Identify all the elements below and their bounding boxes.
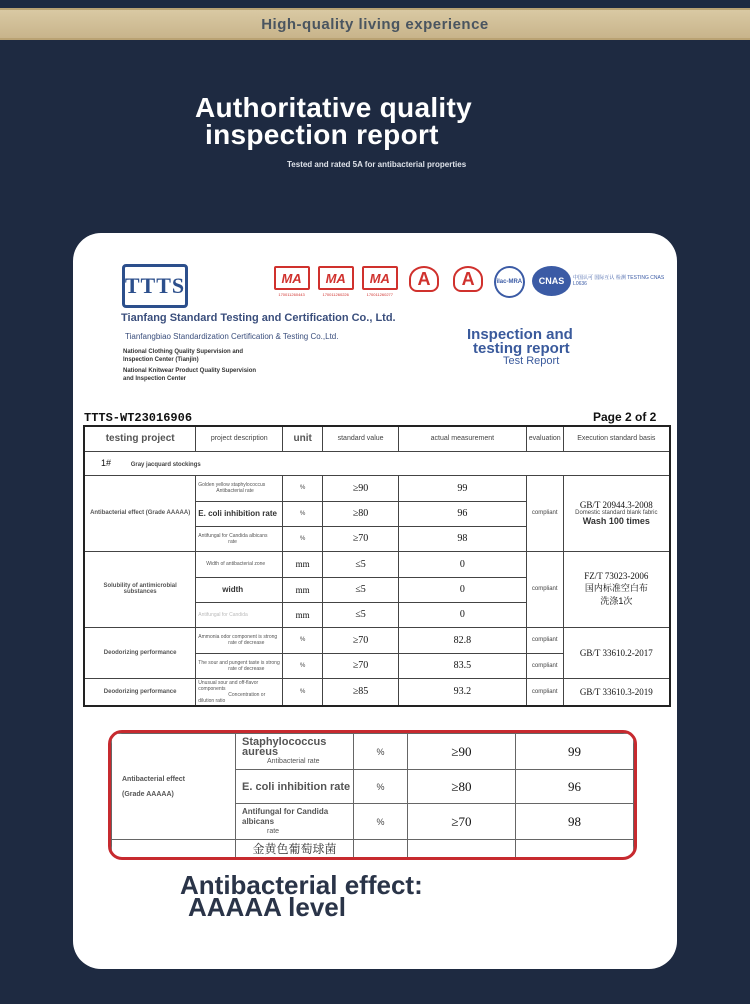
hero-title (195, 94, 472, 148)
cma-mark: MA 170011260226 (317, 266, 354, 297)
row-desc: Ammonia odor component is strong rate of decrease (196, 627, 283, 653)
row-unit: % (283, 501, 323, 526)
row-unit: mm (283, 577, 323, 602)
project-deodorizing: Deodorizing performance (84, 627, 196, 678)
col-header-desc: project description (196, 426, 283, 451)
zoom-row-result: 98 (516, 804, 634, 840)
row-result: 99 (399, 475, 527, 501)
sample-name: Gray jacquard stockings (130, 462, 201, 468)
row-unit: % (283, 627, 323, 653)
zoom-tail-text: 金黄色葡萄球菌 (236, 840, 354, 858)
highlight-zoom-box (108, 730, 637, 860)
report-title (467, 328, 573, 356)
zoom-row-desc: Staphylococcus aureus Antibacterial rate (236, 734, 354, 770)
conclusion-text (180, 870, 423, 922)
row-method: GB/T 33610.3-2019 (563, 678, 670, 706)
row-desc: Antifungal for Candida albicans rate (196, 526, 283, 551)
row-evaluation: compliant (526, 627, 563, 653)
row-result: 83.5 (399, 653, 527, 678)
zoom-row-result: 96 (516, 770, 634, 804)
row-result: 98 (399, 526, 527, 551)
row-desc: Unusual sour and off-flavor components Concentration or dilution ratio (196, 678, 283, 706)
cal-mark (450, 266, 487, 292)
row-method: FZ/T 73023-2006 国内标准空白布 洗涤1次 (563, 551, 670, 627)
hero-title-line1: Authoritative quality (195, 92, 472, 123)
hero-subtitle: Tested and rated 5A for antibacterial properties (287, 160, 467, 169)
row-result: 0 (399, 602, 527, 627)
zoomed-antibacterial-table (111, 733, 634, 857)
row-unit: % (283, 678, 323, 706)
certification-marks (273, 266, 677, 298)
cma-icon: MA (362, 266, 398, 290)
col-header-project: testing project (84, 426, 196, 451)
row-desc: Antifungal for Candida (196, 602, 283, 627)
table-row (84, 475, 670, 501)
cnas-mark (532, 266, 677, 296)
sample-number: 1# (101, 458, 112, 468)
row-unit: mm (283, 551, 323, 577)
cma-mark: MA 170011260277 (361, 266, 398, 297)
row-method: GB/T 33610.2-2017 (563, 627, 670, 678)
cnas-text: 中国认可 国际互认 检测 TESTING CNAS L0636 (573, 275, 665, 287)
row-standard: ≤5 (323, 602, 399, 627)
top-banner (0, 8, 750, 40)
col-header-standard: standard value (323, 426, 399, 451)
cma-mark: MA 170011260443 (273, 266, 310, 297)
col-header-result: actual measurement (399, 426, 527, 451)
zoom-row-standard: ≥70 (408, 804, 516, 840)
org-name-secondary: Tianfangbiao Standardization Certification & Testing Co.,Ltd. (125, 332, 339, 341)
row-result: 0 (399, 551, 527, 577)
table-header-row (84, 426, 670, 451)
report-document (73, 233, 677, 969)
row-unit: mm (283, 602, 323, 627)
table-row (112, 734, 634, 770)
zoom-row-standard: ≥80 (408, 770, 516, 804)
cal-icon: A (409, 266, 439, 292)
zoom-row-unit: % (354, 734, 408, 770)
project-antibacterial: Antibacterial effect (Grade AAAAA) (84, 475, 196, 551)
col-header-evaluation: evaluation (526, 426, 563, 451)
ttts-logo (122, 264, 188, 308)
zoom-row-standard: ≥90 (408, 734, 516, 770)
test-results-table (83, 425, 671, 707)
zoom-category: Antibacterial effect (Grade AAAAA) (112, 734, 236, 840)
col-header-unit: unit (283, 426, 323, 451)
project-solubility: Solubility of antimicrobial substances (84, 551, 196, 627)
cal-icon: A (453, 266, 483, 292)
table-row (84, 551, 670, 577)
row-desc: Golden yellow staphylococcus Antibacterial rate (196, 475, 283, 501)
zoom-row-unit: % (354, 770, 408, 804)
logo-text: TTTS (124, 273, 186, 298)
org-name: Tianfang Standard Testing and Certification Co., Ltd. (121, 312, 396, 324)
row-standard: ≥90 (323, 475, 399, 501)
conclusion-line1: Antibacterial effect: (180, 870, 423, 900)
row-evaluation: compliant (526, 678, 563, 706)
cnas-icon: CNAS (532, 266, 571, 296)
report-title-line1: Inspection and (467, 326, 573, 343)
row-standard: ≥70 (323, 627, 399, 653)
zoom-row-result: 99 (516, 734, 634, 770)
report-card (73, 233, 677, 969)
hero-title-line2: inspection report (205, 119, 439, 150)
cma-icon: MA (274, 266, 310, 290)
row-result: 82.8 (399, 627, 527, 653)
row-result: 96 (399, 501, 527, 526)
inspection-center-1: National Clothing Quality Supervision and Inspection Center (Tianjin) (123, 349, 244, 363)
row-method: GB/T 20944.3-2008 Domestic standard blank fabric Wash 100 times (563, 475, 670, 551)
report-number: TTTS-WT23016906 (84, 411, 193, 425)
row-standard: ≥80 (323, 501, 399, 526)
row-desc: width (196, 577, 283, 602)
zoom-row-unit: % (354, 804, 408, 840)
cal-mark (405, 266, 442, 292)
row-result: 93.2 (399, 678, 527, 706)
row-desc: E. coli inhibition rate (196, 501, 283, 526)
banner-text: High-quality living experience (261, 15, 489, 33)
row-result: 0 (399, 577, 527, 602)
table-row (84, 451, 670, 475)
row-unit: % (283, 526, 323, 551)
row-desc: The sour and pungent taste is strong rate of decrease (196, 653, 283, 678)
report-title-line2: testing report (473, 340, 570, 357)
cma-icon: MA (318, 266, 354, 290)
report-subtitle: Test Report (503, 355, 560, 367)
ilac-mra-icon: ilac-MRA (494, 266, 525, 298)
zoom-row-desc: E. coli inhibition rate (236, 770, 354, 804)
row-evaluation: compliant (526, 475, 563, 551)
row-standard: ≥70 (323, 653, 399, 678)
row-unit: % (283, 653, 323, 678)
project-deodorizing-2: Deodorizing performance (84, 678, 196, 706)
table-row (112, 840, 634, 858)
row-desc: Width of antibacterial zone (196, 551, 283, 577)
row-standard: ≥85 (323, 678, 399, 706)
row-standard: ≥70 (323, 526, 399, 551)
row-evaluation: compliant (526, 551, 563, 627)
table-row (84, 678, 670, 706)
row-unit: % (283, 475, 323, 501)
page-number: Page 2 of 2 (593, 410, 657, 424)
conclusion-line2: AAAAA level (188, 892, 346, 922)
inspection-center-2: National Knitwear Product Quality Supervision and Inspection Center (123, 368, 257, 382)
table-row (84, 627, 670, 653)
zoom-row-desc: Antifungal for Candida albicans rate (236, 804, 354, 840)
row-standard: ≤5 (323, 577, 399, 602)
row-standard: ≤5 (323, 551, 399, 577)
row-evaluation: compliant (526, 653, 563, 678)
col-header-method: Execution standard basis (563, 426, 670, 451)
